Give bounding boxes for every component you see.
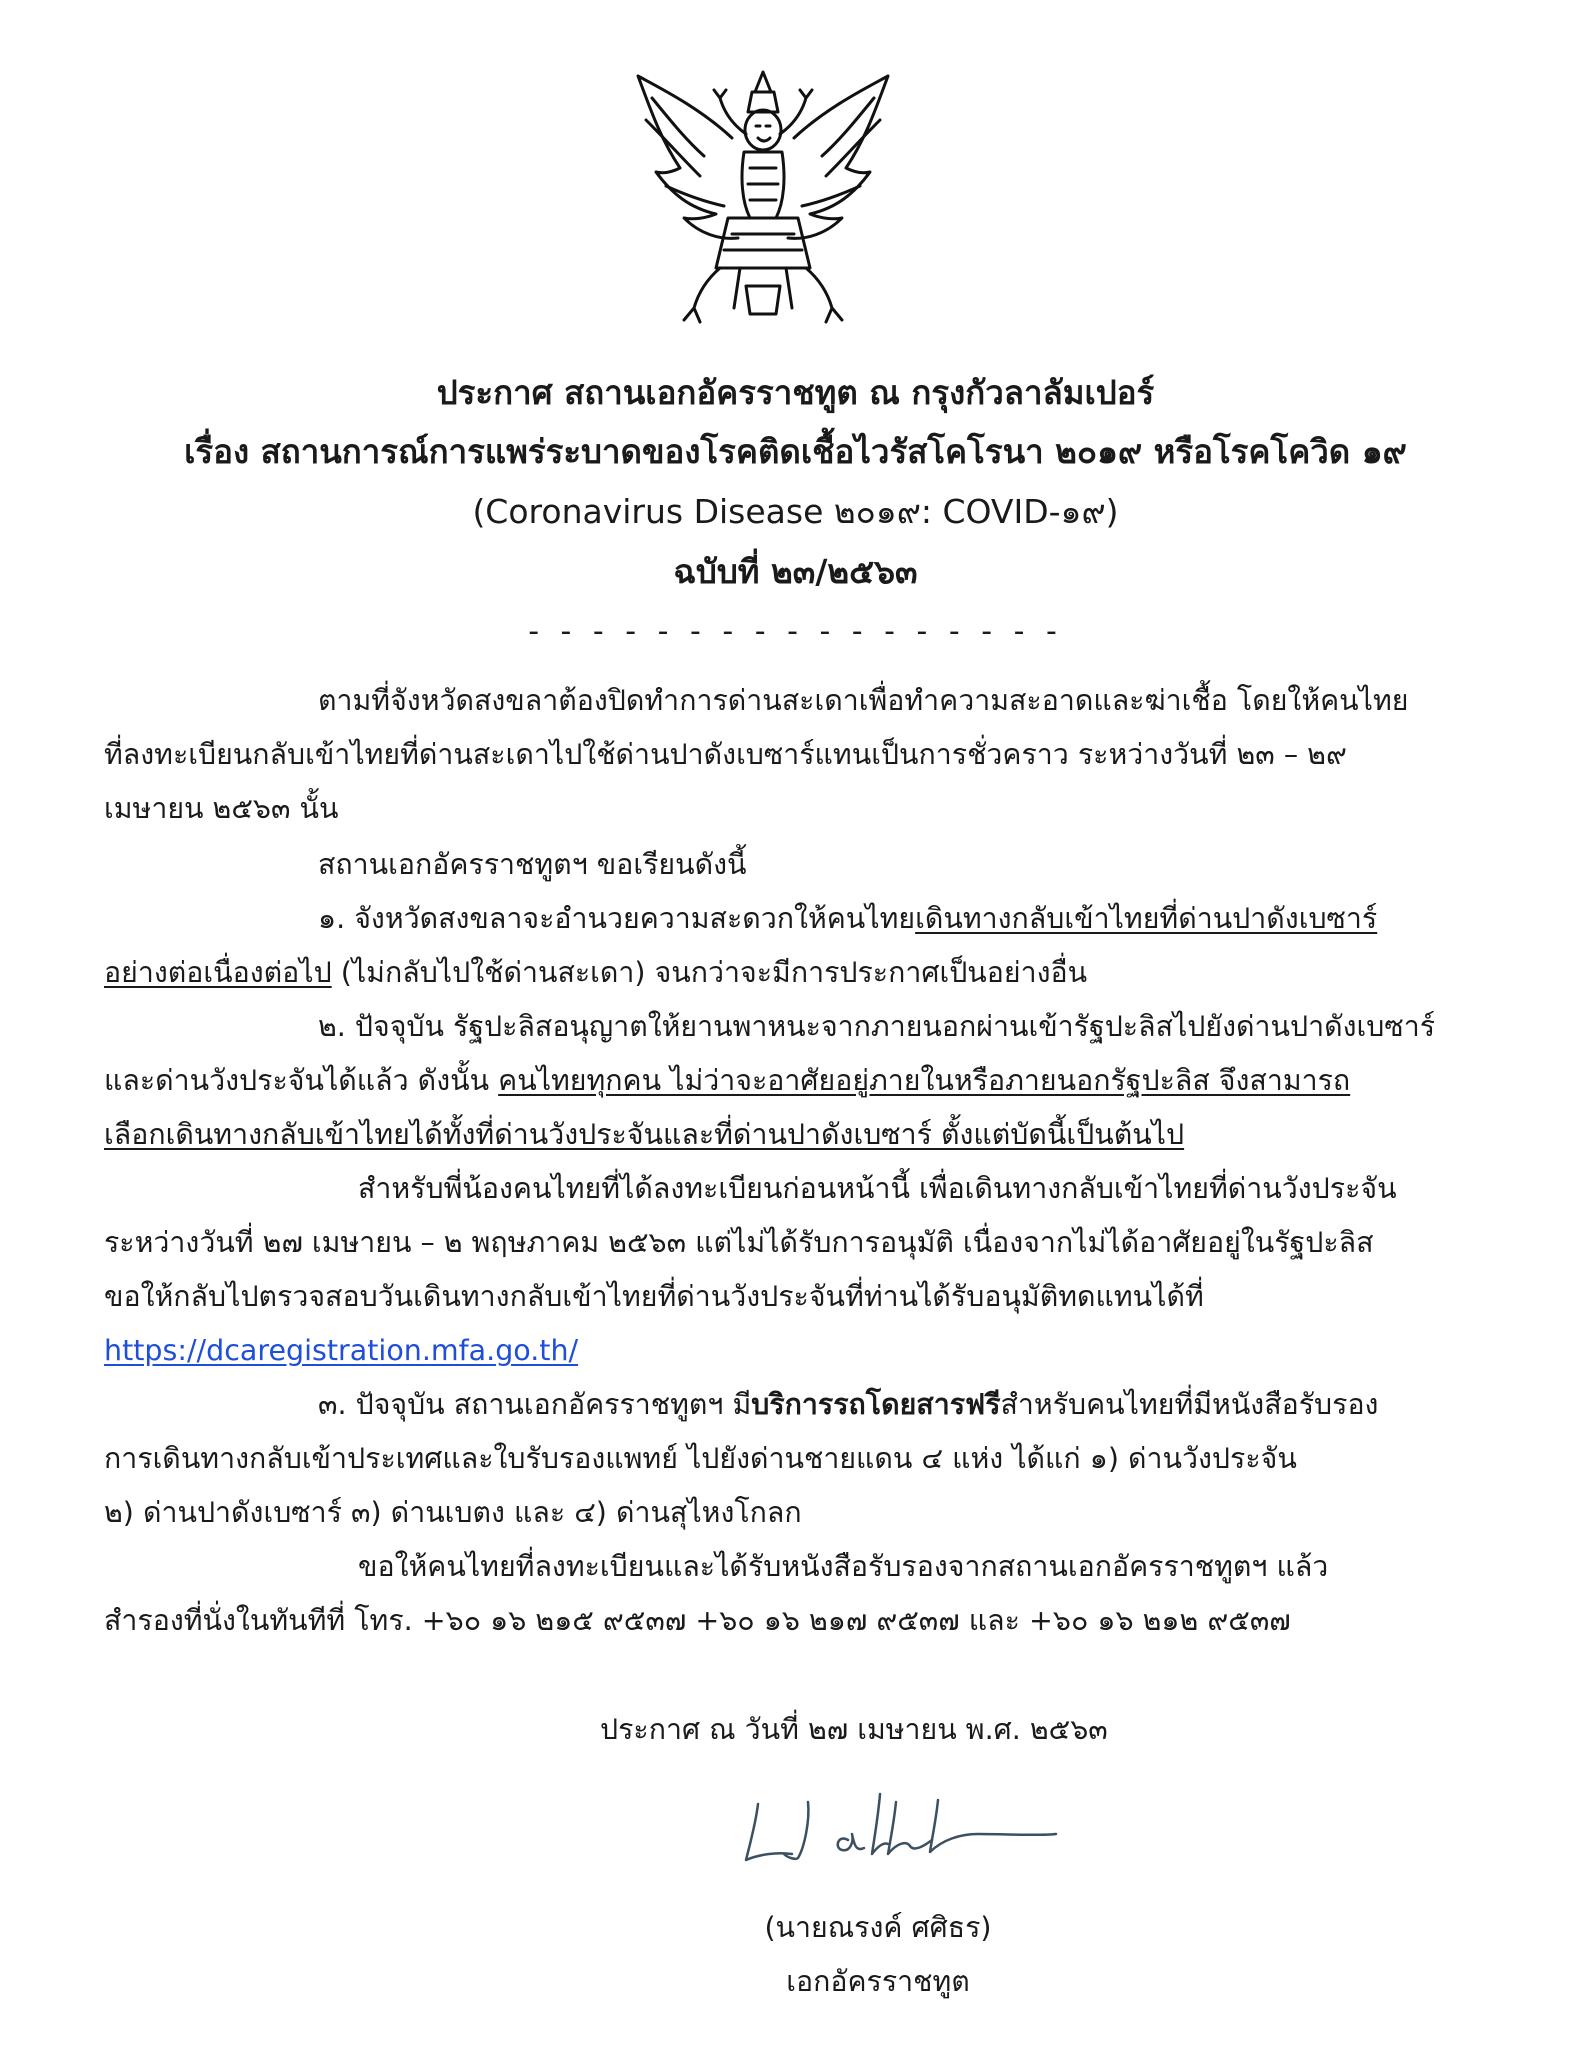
item-1-underlined-cont: อย่างต่อเนื่องต่อไป	[104, 956, 332, 989]
signatory-title: เอกอัครราชทูต	[786, 1965, 970, 1998]
signatory-name: (นายณรงค์ ศศิธร)	[764, 1911, 992, 1944]
intro-line-1: ตามที่จังหวัดสงขลาต้องปิดทำการด่านสะเดาเพื่อทำความสะอาดและฆ่าเชื้อ โดยให้คนไทย	[318, 684, 1409, 717]
item-3-text-cont: สำหรับคนไทยที่มีหนังสือรับรอง	[1000, 1388, 1379, 1421]
note-line-3: ขอให้กลับไปตรวจสอบวันเดินทางกลับเข้าไทยที่ด่านวังประจันที่ท่านได้รับอนุมัติทดแทนได้ที่	[104, 1280, 1204, 1313]
item-3-line-2: การเดินทางกลับเข้าประเทศและใบรับรองแพทย์ ไปยังด่านชายแดน ๔ แห่ง ได้แก่ ๑) ด่านวังประจัน	[104, 1442, 1297, 1475]
lead-text: สถานเอกอัครราชทูตฯ ขอเรียนดังนี้	[318, 848, 747, 881]
item-2-line-1: ๒. ปัจจุบัน รัฐปะลิสอนุญาตให้ยานพาหนะจากภายนอกผ่านเข้ารัฐปะลิสไปยังด่านปาดังเบซาร์	[318, 1010, 1436, 1043]
announcement-title: ประกาศ สถานเอกอัครราชทูต ณ กรุงกัวลาลัมเปอร์	[436, 373, 1155, 412]
subject-subtitle: (Coronavirus Disease ๒๐๑๙: COVID-๑๙)	[472, 492, 1119, 531]
closing-line-2: สำรองที่นั่งในทันทีที่ โทร. +๖๐ ๑๖ ๒๑๕ ๙๕๓๗ +๖๐ ๑๖ ๒๑๗ ๙๕๓๗ และ +๖๐ ๑๖ ๒๑๒ ๙๕๓๗	[104, 1604, 1291, 1637]
item-1-underlined: เดินทางกลับเข้าไทยที่ด่านปาดังเบซาร์	[915, 902, 1378, 935]
item-3-line-1	[318, 1388, 1378, 1422]
closing-line-1: ขอให้คนไทยที่ลงทะเบียนและได้รับหนังสือรับรองจากสถานเอกอัครราชทูตฯ แล้ว	[358, 1550, 1329, 1583]
announcement-date: ประกาศ ณ วันที่ ๒๗ เมษายน พ.ศ. ๒๕๖๓	[600, 1713, 1108, 1746]
item-2-underlined: คนไทยทุกคน ไม่ว่าจะอาศัยอยู่ภายในหรือภายนอกรัฐปะลิส จึงสามารถ	[498, 1064, 1351, 1097]
item-1-text: ๑. จังหวัดสงขลาจะอำนวยความสะดวกให้คนไทย	[318, 902, 916, 935]
item-1-text-cont: (ไม่กลับไปใช้ด่านสะเดา) จนกว่าจะมีการประกาศเป็นอย่างอื่น	[331, 956, 1088, 989]
subject-title: เรื่อง สถานการณ์การแพร่ระบาดของโรคติดเชื้อไวรัสโคโรนา ๒๐๑๙ หรือโรคโควิด ๑๙	[184, 432, 1407, 471]
garuda-emblem-icon	[620, 68, 906, 328]
item-3-bold: บริการรถโดยสารฟรี	[751, 1388, 1001, 1421]
item-3-line-3: ๒) ด่านปาดังเบซาร์ ๓) ด่านเบตง และ ๔) ด่านสุไหงโกลก	[104, 1496, 802, 1529]
intro-line-2: ที่ลงทะเบียนกลับเข้าไทยที่ด่านสะเดาไปใช้ด่านปาดังเบซาร์แทนเป็นการชั่วคราว ระหว่างวันที่ ๒๓ – ๒๙	[104, 738, 1347, 771]
note-line-1: สำหรับพี่น้องคนไทยที่ได้ลงทะเบียนก่อนหน้านี้ เพื่อเดินทางกลับเข้าไทยที่ด่านวังประจัน	[358, 1172, 1397, 1205]
item-1-line-1	[318, 902, 1377, 936]
item-2-line-2	[104, 1064, 1350, 1098]
registration-link[interactable]: https://dcaregistration.mfa.go.th/	[104, 1334, 579, 1367]
item-3-text: ๓. ปัจจุบัน สถานเอกอัครราชทูตฯ มี	[318, 1388, 752, 1421]
item-2-text: และด่านวังประจันได้แล้ว ดังนั้น	[104, 1064, 499, 1097]
issue-number: ฉบับที่ ๒๓/๒๕๖๓	[673, 552, 918, 591]
item-1-line-2	[104, 956, 1087, 990]
item-2-line-3: เลือกเดินทางกลับเข้าไทยได้ทั้งที่ด่านวังประจันและที่ด่านปาดังเบซาร์ ตั้งแต่บัดนี้เป็นต้นไป	[104, 1118, 1185, 1151]
separator: - - - - - - - - - - - - - - - - -	[528, 614, 1063, 649]
handwritten-signature-icon	[738, 1782, 1068, 1887]
note-line-2: ระหว่างวันที่ ๒๗ เมษายน – ๒ พฤษภาคม ๒๕๖๓ แต่ไม่ได้รับการอนุมัติ เนื่องจากไม่ได้อาศัยอยู่ในรัฐปะลิส	[104, 1226, 1374, 1259]
intro-line-3: เมษายน ๒๕๖๓ นั้น	[104, 792, 339, 825]
